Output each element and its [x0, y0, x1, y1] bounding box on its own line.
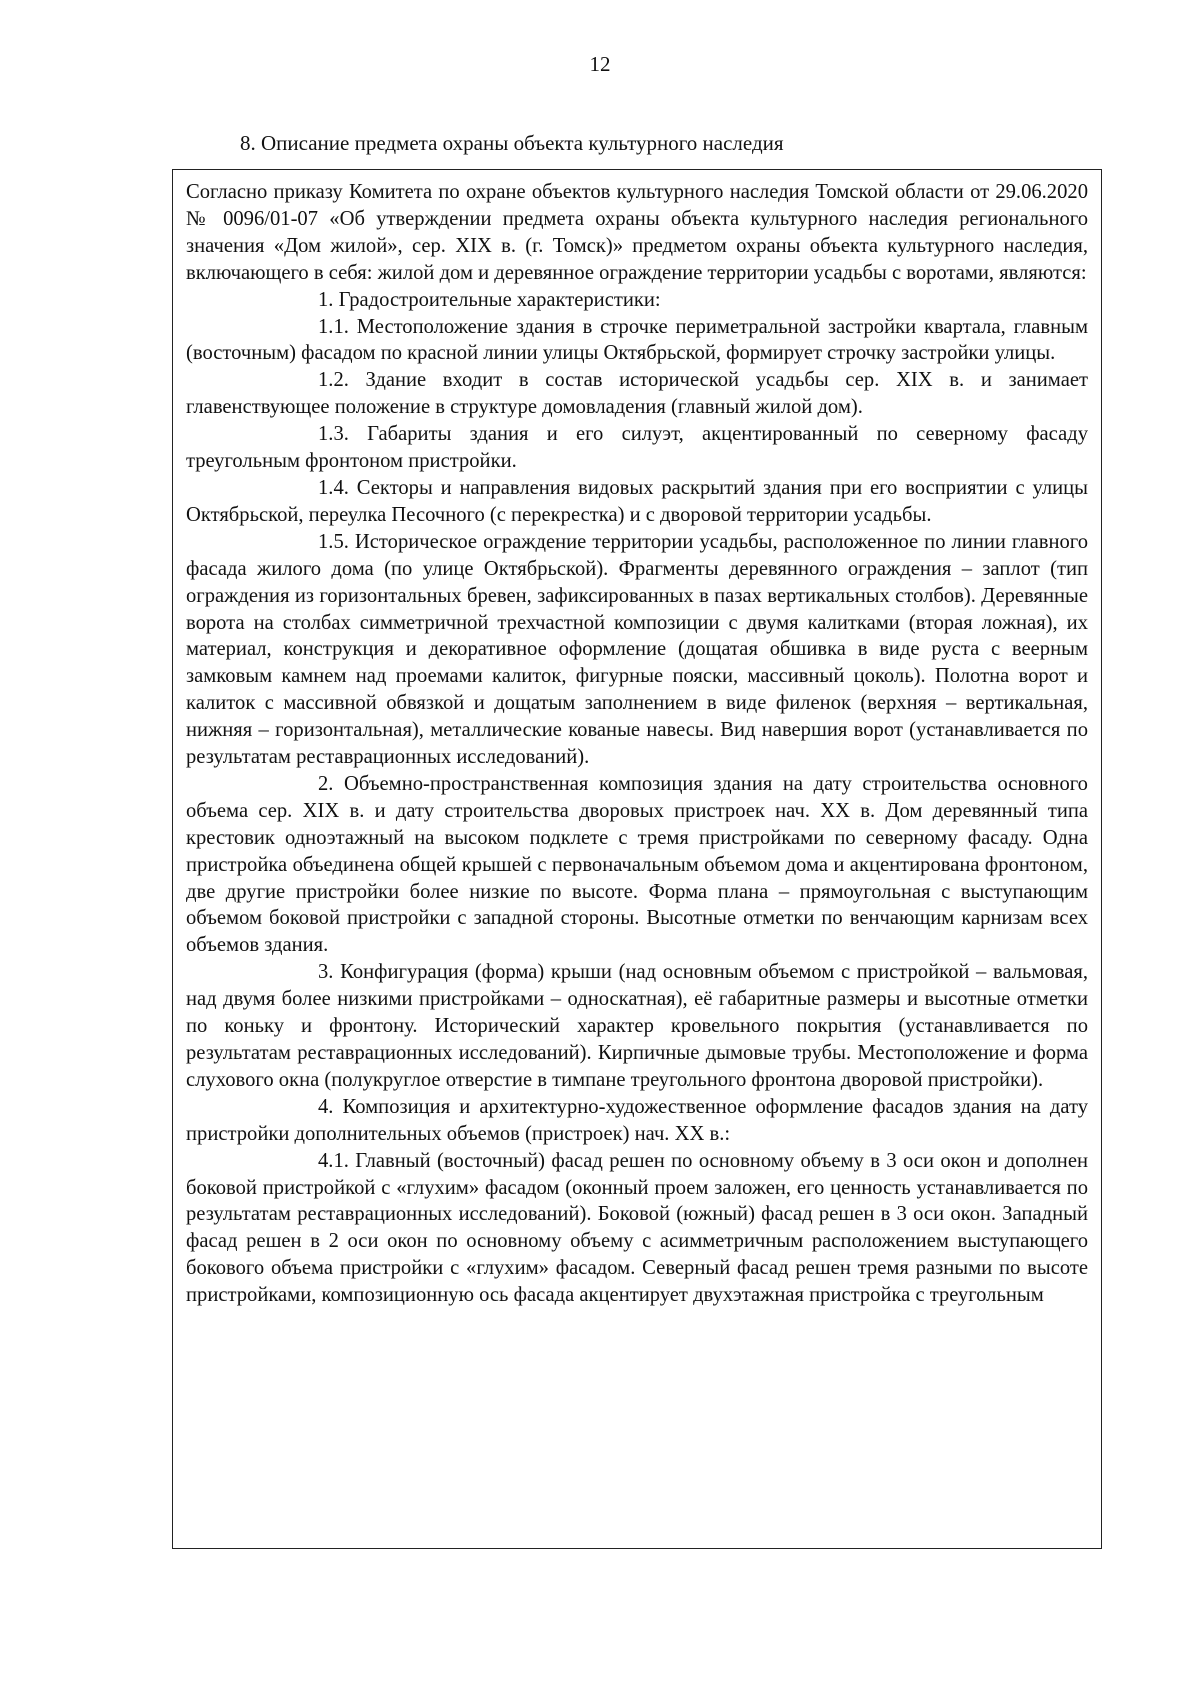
item-1-3: [186, 421, 1088, 475]
item-1-5: [186, 529, 1088, 771]
item-3: [186, 959, 1088, 1094]
item-number: 1.4.: [318, 476, 349, 499]
item-number: 1.5.: [318, 530, 349, 553]
item-number: 1.3.: [318, 423, 349, 446]
item-4-1: [186, 1148, 1088, 1309]
item-4: [186, 1094, 1088, 1148]
item-number: 4.1.: [318, 1149, 349, 1172]
item-text: Местоположение здания в строчке периметральной застройки квартала, главным (восточным) фасадом по красной линии улицы Октябрьской, формирует строчку застройки улицы.: [186, 315, 1089, 365]
item-number: 4.: [318, 1095, 334, 1118]
item-1: [186, 287, 1088, 314]
item-1-4: [186, 475, 1088, 529]
item-text: Здание входит в состав исторической усадьбы сер. XIX в. и занимает главенствующее положение в структуре домовладения (главный жилой дом).: [186, 369, 1088, 419]
page-number: 12: [589, 52, 611, 76]
item-number: 1.2.: [318, 369, 349, 392]
item-text: Композиция и архитектурно-художественное оформление фасадов здания на дату пристройки дополнительных объемов (пристроек) нач. XX в.:: [186, 1095, 1088, 1145]
item-number: 2.: [318, 772, 334, 795]
item-text: Секторы и направления видовых раскрытий здания при его восприятии с улицы Октябрьской, переулка Песочного (с перекрестка) и с дворовой территории усадьбы.: [186, 476, 1088, 526]
item-text: Объемно-пространственная композиция здания на дату строительства основного объема сер. XIX в. и дату строительства дворовых пристроек нач. XX в. Дом деревянный типа крестовик одноэтажный на высоком подклете с тремя пристройками по северному фасаду. Одна пристройка объединена общей крышей с первоначальным объемом дома и акцентирована фронтоном, две другие пристройки более низкие по высоте. Форма плана – прямоугольная с выступающим объемом боковой пристройки с западной стороны. Высотные отметки по венчающим карнизам всех объемов здания.: [186, 772, 1088, 957]
protection-subject-frame: [172, 169, 1102, 1549]
item-text: Историческое ограждение территории усадьбы, расположенное по линии главного фасада жилого дома (по улице Октябрьской). Фрагменты деревянного ограждения – заплот (тип ограждения из горизонтальных бревен, зафиксированных в пазах вертикальных столбов). Деревянные ворота на столбах симметричной трехчастной композиции с двумя калитками (вторая ложная), их материал, конструкция и декоративное оформление (дощатая обшивка в виде руста с веерным замковым камнем над проемами калиток, фигурные пояски, массивный цоколь). Полотна ворот и калиток с массивной обвязкой и дощатым заполнением в виде филенок (верхняя – вертикальная, нижняя – горизонтальная), металлические кованые навесы. Вид навершия ворот (устанавливается по результатам реставрационных исследований).: [186, 530, 1088, 769]
item-number: 1.: [318, 288, 334, 311]
item-text: Градостроительные характеристики:: [338, 288, 661, 311]
item-text: Главный (восточный) фасад решен по основному объему в 3 оси окон и дополнен боковой пристройкой с «глухим» фасадом (оконный проем заложен, его ценность устанавливается по результатам реставрационных исследований). Боковой (южный) фасад решен в 3 оси окон. Западный фасад решен в 2 оси окон по основному объему с асимметричным расположением выступающего бокового объема пристройки с «глухим» фасадом. Северный фасад решен тремя разными по высоте пристройками, композиционную ось фасада акцентирует двухэтажная пристройка с треугольным: [186, 1149, 1088, 1307]
item-text: Конфигурация (форма) крыши (над основным объемом с пристройкой – вальмовая, над двумя более низкими пристройками – односкатная), её габаритные размеры и высотные отметки по коньку и фронтону. Исторический характер кровельного покрытия (устанавливается по результатам реставрационных исследований). Кирпичные дымовые трубы. Местоположение и форма слухового окна (полукруглое отверстие в тимпане треугольного фронтона дворовой пристройки).: [186, 961, 1088, 1091]
item-text: Габариты здания и его силуэт, акцентированный по северному фасаду треугольным фронтоном пристройки.: [186, 423, 1088, 473]
section-title: 8. Описание предмета охраны объекта культурного наследия: [240, 131, 784, 155]
item-number: 3.: [318, 961, 334, 984]
item-2: [186, 771, 1088, 959]
item-1-2: [186, 367, 1088, 421]
item-1-1: [186, 314, 1088, 368]
intro-paragraph: Согласно приказу Комитета по охране объектов культурного наследия Томской области от 29.06.2020 № 0096/01-07 «Об утверждении предмета охраны объекта культурного наследия регионального значения «Дом жилой», сер. XIX в. (г. Томск)» предметом охраны объекта культурного наследия, включающего в себя: жилой дом и деревянное ограждение территории усадьбы с воротами, являются:: [186, 181, 1088, 284]
item-number: 1.1.: [318, 315, 349, 338]
